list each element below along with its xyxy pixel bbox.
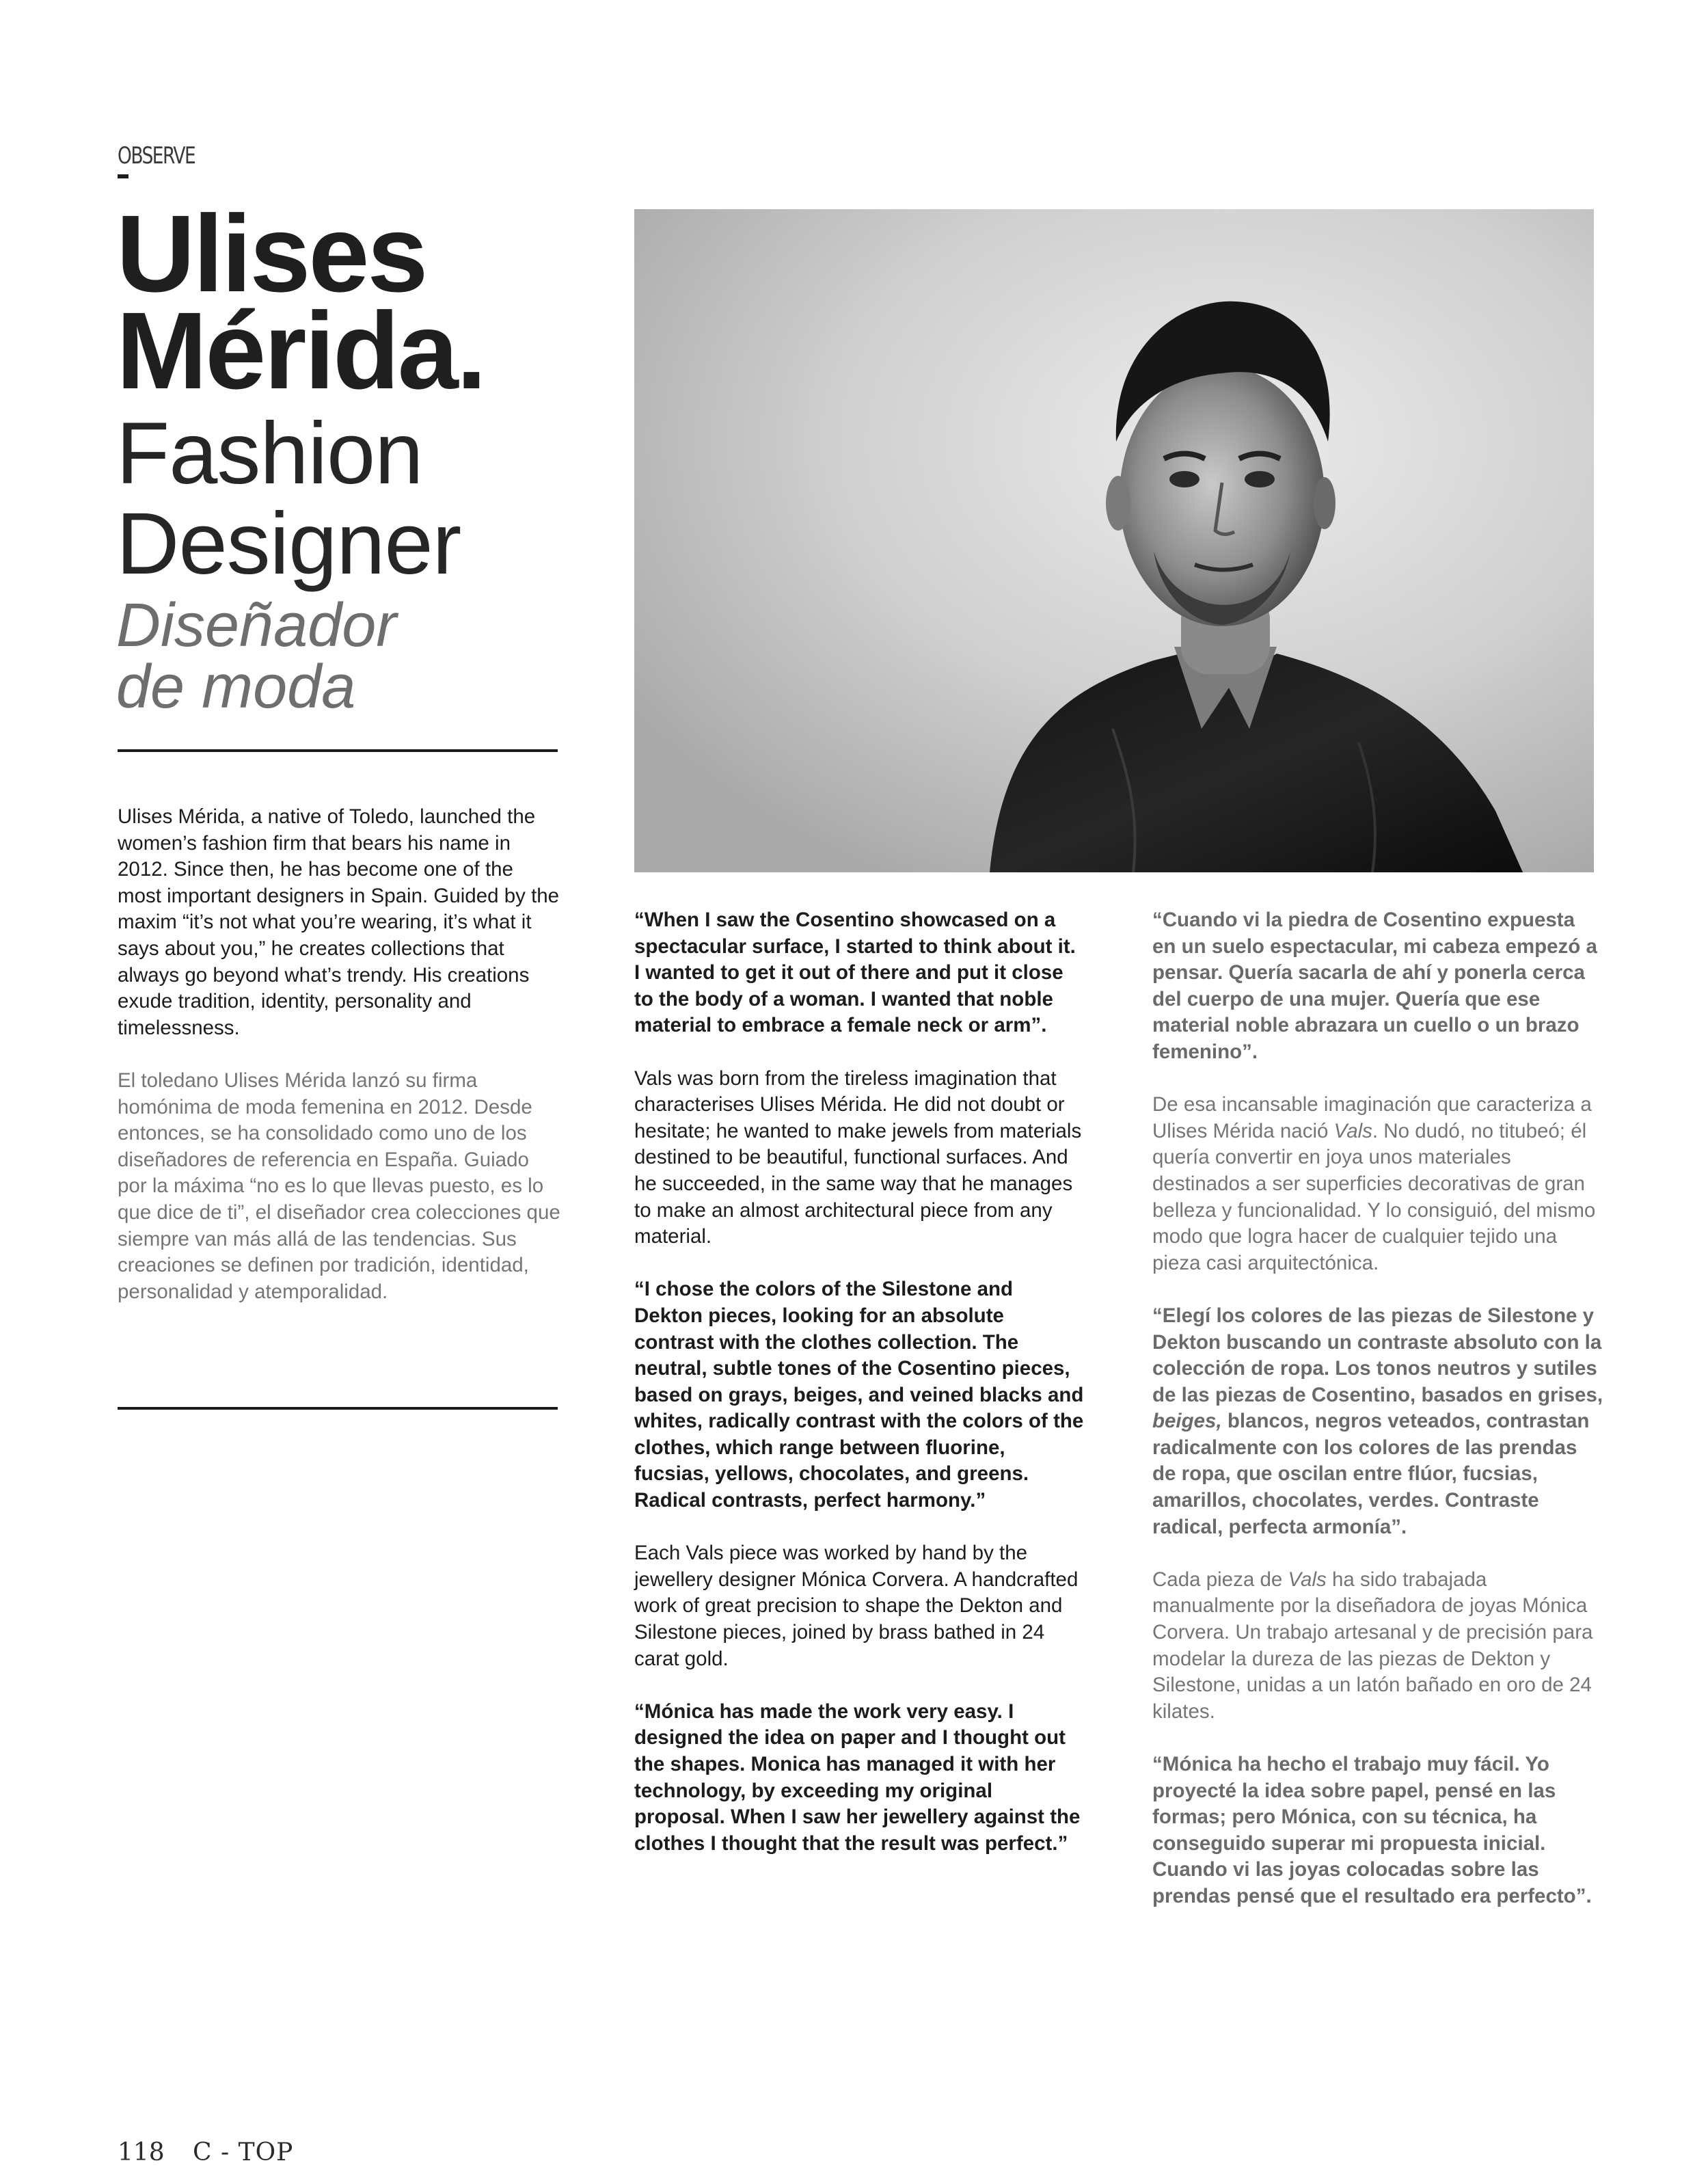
designer-name-line-2: Mérida. [116,289,485,412]
text-span: “Elegí los colores de las piezas de Silestone y Dekton buscando un contraste absoluto con la colección de ropa. Los tonos neutros y sutiles de las piezas de Cosentino, basados en grises, [1152,1304,1603,1406]
intro-column [118,804,562,1332]
text-span: blancos, negros veteados, contrastan radicalmente con los colores de las prendas de ropa, que oscilan entre flúor, fucsias, amarillos, chocolates, verdes. Contraste radical, perfecta armonía”. [1152,1410,1590,1538]
quote-english-1: “When I saw the Cosentino showcased on a spectacular surface, I started to think about it. I wanted to get it out of there and put it close to the body of a woman. I wanted that noble material to embrace a female neck or arm”. [634,909,1076,1037]
paragraph-spanish-2 [1152,1567,1603,1726]
italic-word-beiges: beiges, [1152,1410,1222,1433]
quote-spanish-1: “Cuando vi la piedra de Cosentino expuesta en un suelo espectacular, mi cabeza empezó a pensar. Quería sacarla de ahí y ponerla cerca del cuerpo de una mujer. Quería que ese material noble abrazara un cuello o un brazo femenino”. [1152,909,1597,1063]
quote-english-2: “I chose the colors of the Silestone and Dekton pieces, looking for an absolute contrast with the clothes collection. The neutral, subtle tones of the Cosentino pieces, based on grays, beiges, and veined blacks and whites, radically contrast with the colors of the clothes, which range between fluorine, fucsias, yellows, chocolates, and greens. Radical contrasts, perfect harmony.” [634,1278,1084,1512]
role-english-line-2: Designer [116,495,461,593]
article-spanish-column [1152,907,1603,1936]
quote-english-3: “Mónica has made the work very easy. I designed the idea on paper and I thought out the shapes. Monica has managed it with her technology, by exceeding my original proposal. When I saw her jewellery against the clothes I thought that the result was perfect.” [634,1700,1081,1855]
role-english-line-1: Fashion [116,405,423,502]
divider-bottom [118,1407,558,1410]
intro-spanish: El toledano Ulises Mérida lanzó su firma homónima de moda femenina en 2012. Desde entonces, se ha consolidado como uno de los diseñadores de referencia en España. Guiado por la máxima “no es lo que llevas puesto, es lo que dice de ti”, el diseñador crea colecciones que siempre van más allá de las tendencias. Sus creaciones se definen por tradición, identidad, personalidad y atemporalidad. [118,1069,560,1303]
paragraph-spanish-1 [1152,1092,1603,1276]
text-span: De esa incansable imaginación que caracteriza a Ulises Mérida nació [1152,1093,1592,1142]
text-span: . No dudó, no titubeó; él quería convertir en joya unos materiales destinados a ser superficies decorativas de gran belleza y funcionalidad. Y lo consiguió, del mismo modo que logra hacer de cualquier tejido una pieza casi arquitectónica. [1152,1119,1596,1274]
section-label: OBSERVE [118,142,195,170]
italic-title-vals: Vals [1333,1119,1372,1142]
italic-title-vals: Vals [1288,1568,1327,1591]
paragraph-english-1: Vals was born from the tireless imagination that characterises Ulises Mérida. He did not doubt or hesitate; he wanted to make jewels from materials destined to be beautiful, functional surfaces. And he succeeded, in the same way that he manages to make an almost architectural piece from any material. [634,1066,1082,1248]
intro-english: Ulises Mérida, a native of Toledo, launched the women’s fashion firm that bears his name in 2012. Since then, he has become one of the most important designers in Spain. Guided by the maxim “it’s not what you’re wearing, it’s what it says about you,” he creates collections that always go beyond what’s trendy. His creations exude tradition, identity, personality and timelessness. [118,805,560,1039]
role-spanish-line-2: de moda [116,653,356,721]
article-english-column [634,907,1085,1883]
text-span: ha sido trabajada manualmente por la diseñadora de joyas Mónica Corvera. Un trabajo artesanal y de precisión para modelar la dureza de las piezas de Dekton y Silestone, unidas a un latón bañado en oro de 24 kilates. [1152,1568,1593,1723]
section-underline-mark [118,174,128,178]
article-title [116,192,595,721]
text-span: Cada pieza de [1152,1568,1288,1591]
paragraph-english-2: Each Vals piece was worked by hand by the jewellery designer Mónica Corvera. A handcrafted work of great precision to shape the Dekton and Silestone pieces, joined by brass bathed in 24 carat gold. [634,1542,1079,1670]
designer-portrait-photo [634,209,1594,872]
divider-top [118,749,558,752]
quote-spanish-3: “Mónica ha hecho el trabajo muy fácil. Yo proyecté la idea sobre papel, pensé en las formas; pero Mónica, con su técnica, ha conseguido superar mi propuesta inicial. Cuando vi las joyas colocadas sobre las prendas pensé que el resultado era perfecto”. [1152,1753,1592,1907]
role-spanish-line-1: Diseñador [116,591,397,660]
publication-name: C - TOP [193,2138,294,2166]
page-number: 118 [118,2138,165,2166]
quote-spanish-2 [1152,1303,1603,1540]
designer-name-line-1: Ulises [116,192,426,314]
